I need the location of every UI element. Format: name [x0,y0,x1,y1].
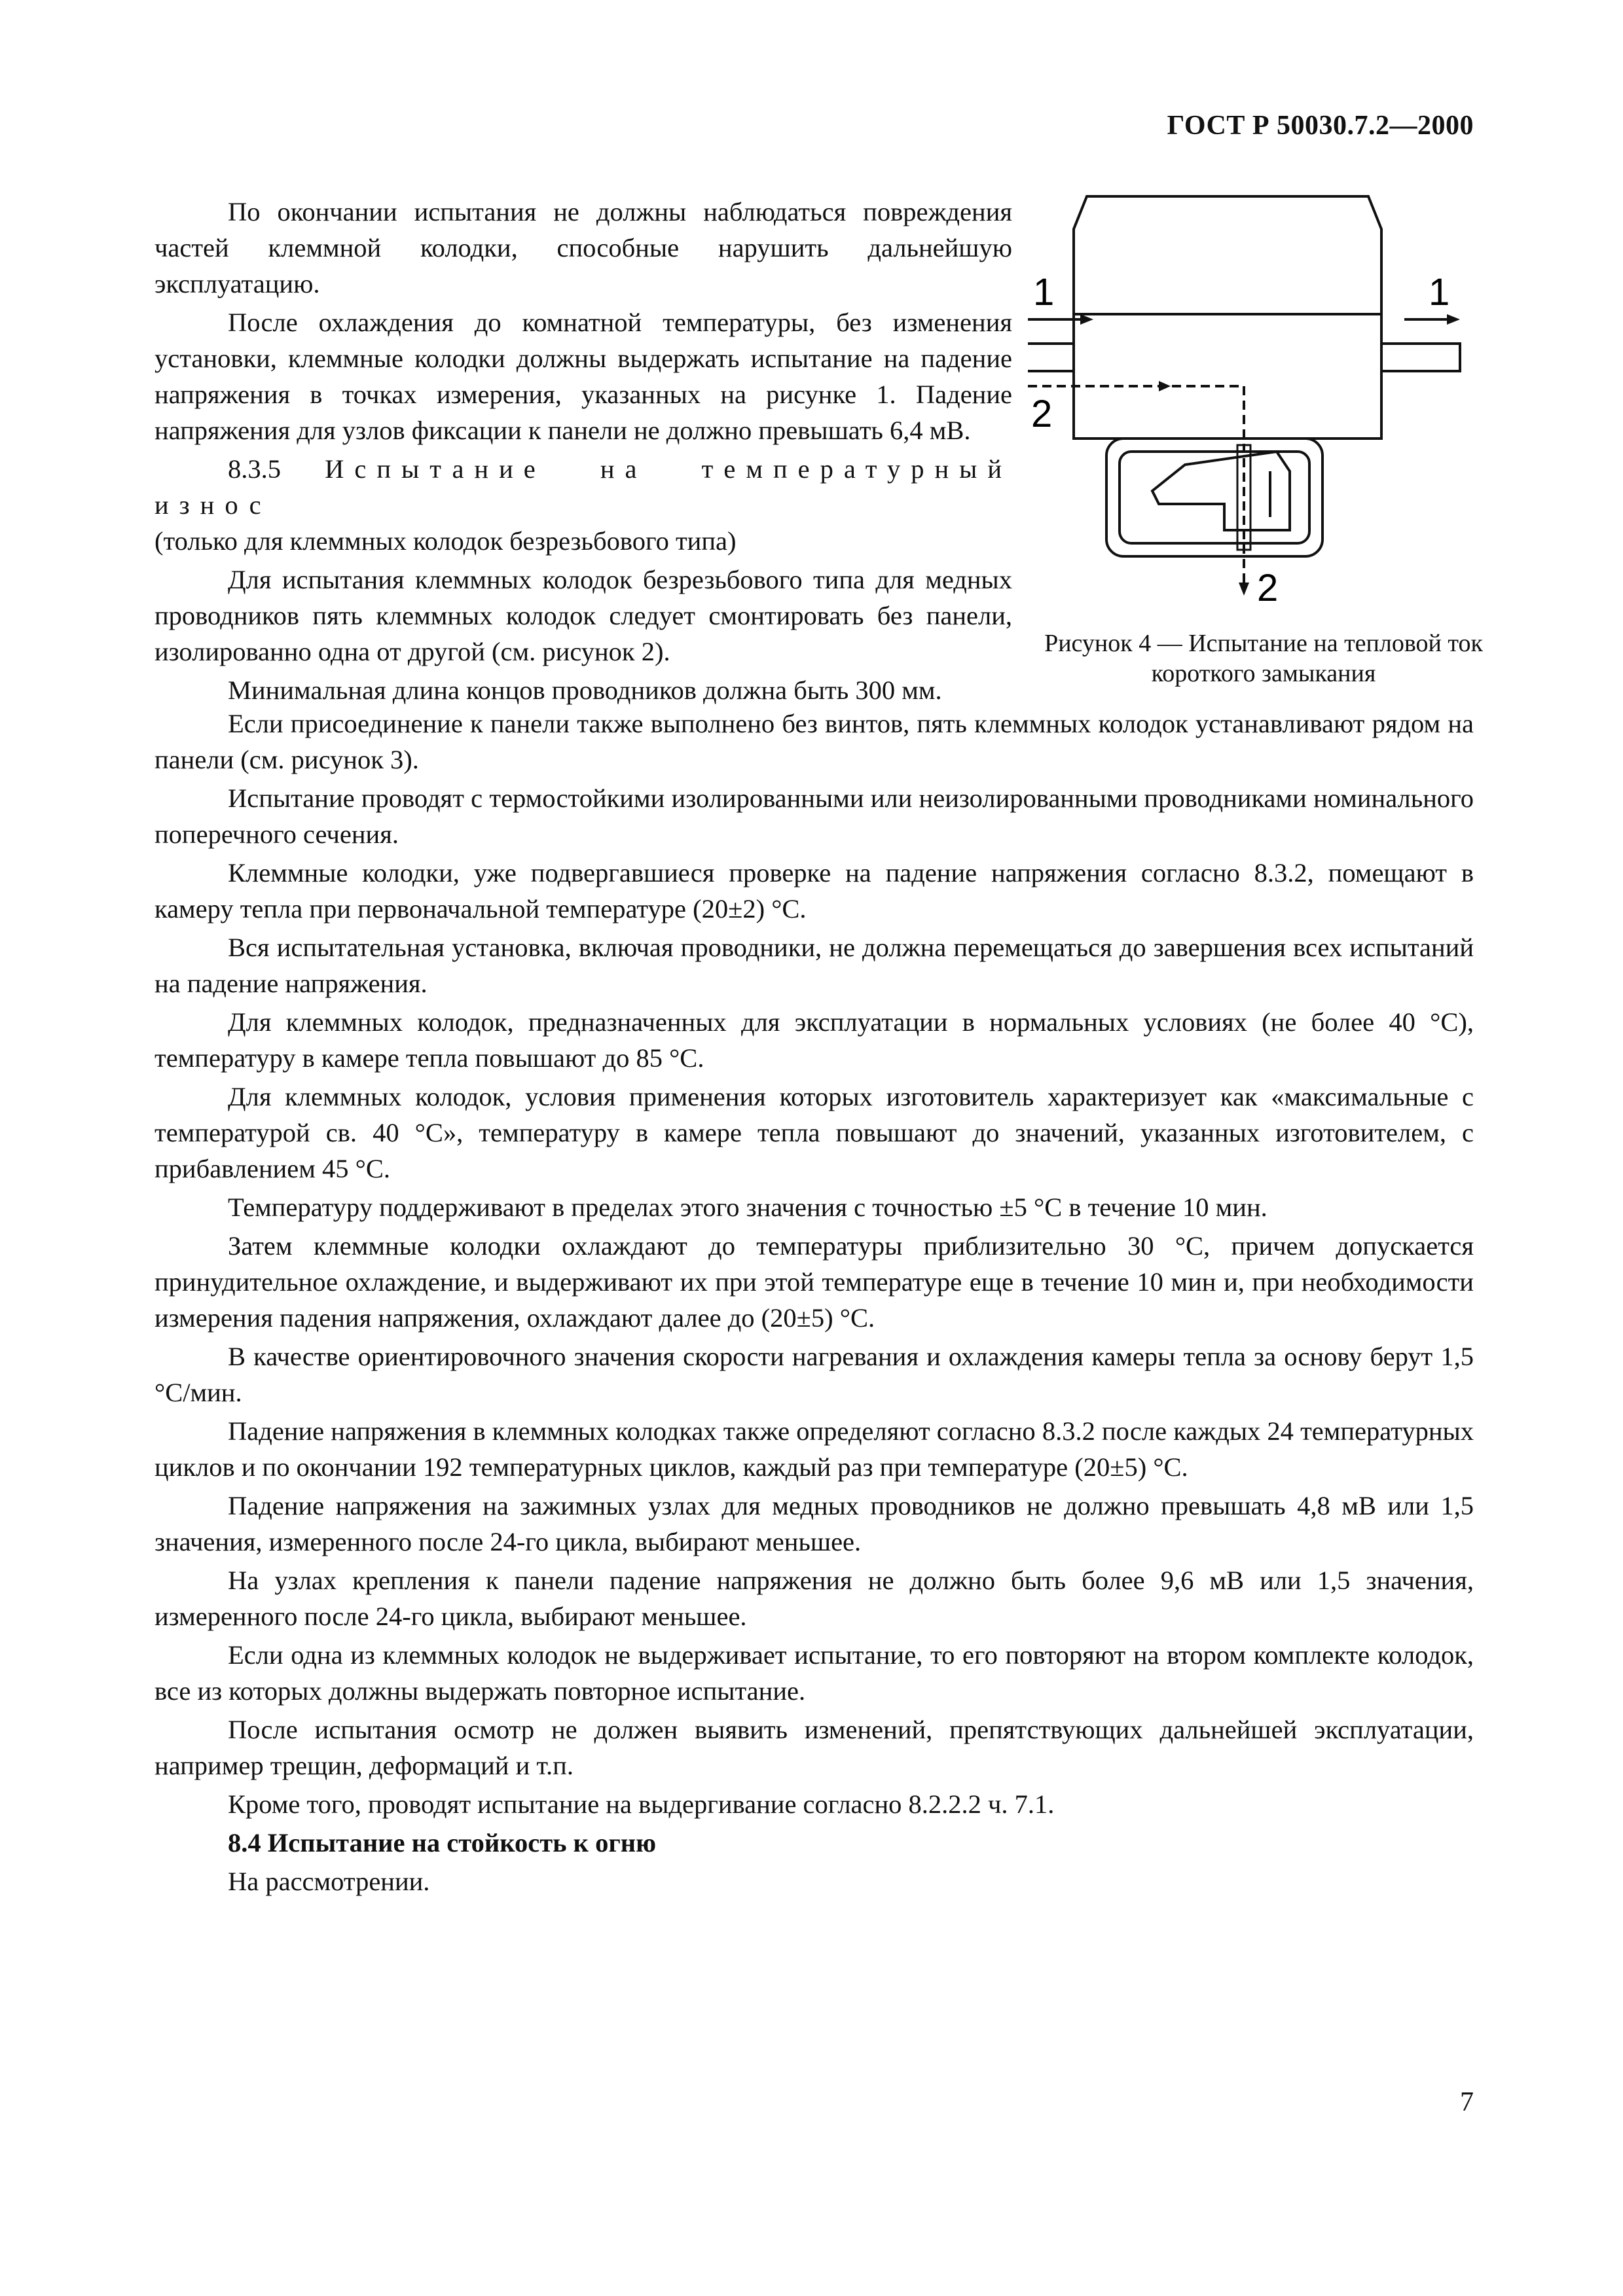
page-number: 7 [1460,2087,1474,2117]
paragraph: После испытания осмотр не должен выявить изменений, препятствующих дальнейшей эксплуатации, например трещин, деформаций и т.п. [155,1715,1474,1780]
section-84-heading: 8.4 Испытание на стойкость к огню [228,1828,657,1857]
document-header: ГОСТ Р 50030.7.2—2000 [1167,111,1474,141]
arrow-head-left-1 [1080,314,1093,325]
body-text-column [155,706,1474,1899]
paragraph: Если одна из клеммных колодок не выдерживает испытание, то его повторяют на втором комплекте колодок, все из которых должны выдержать повторное испытание. [155,1640,1474,1706]
paragraph: Клеммные колодки, уже подвергавшиеся проверке на падение напряжения согласно 8.3.2, помещают в камеру тепла при первоначальной температуре (20±2) °С. [155,858,1474,924]
paragraph: Вся испытательная установка, включая проводники, не должна перемещаться до завершения всех испытаний на падение напряжения. [155,933,1474,998]
label-1-right: 1 [1429,271,1450,314]
paragraph: На узлах крепления к панели падение напряжения не должно быть более 9,6 мВ или 1,5 значения, измеренного после 24-го цикла, выбирают меньшее. [155,1566,1474,1631]
section-number: 8.3.5 [228,454,281,484]
paragraph: На рассмотрении. [228,1867,430,1896]
label-2-bottom: 2 [1257,567,1279,609]
terminal-body [1074,196,1381,439]
label-2-left: 2 [1031,393,1053,435]
paragraph: Температуру поддерживают в пределах этого значения с точностью ±5 °С в течение 10 мин. [228,1193,1267,1222]
arrow-head-dashed-2 [1159,381,1171,391]
paragraph: Для испытания клеммных колодок безрезьбового типа для медных проводников пять клеммных колодок следует смонтировать без панели, изолированно одна от другой (см. рисунок 2). [155,565,1012,666]
paragraph: По окончании испытания не должны наблюдаться повреждения частей клеммной колодки, способные нарушить дальнейшую эксплуатацию. [155,197,1012,298]
paragraph: Затем клеммные колодки охлаждают до температуры приблизительно 30 °С, причем допускается принудительное охлаждение, и выдерживают их при этой температуре еще в течение 10 мин и, при необходимости измерения падения напряжения, охлаждают далее до (20±5) °С. [155,1231,1474,1333]
paragraph: Падение напряжения на зажимных узлах для медных проводников не должно превышать 4,8 мВ или 1,5 значения, измеренного после 24-го цикла, выбирают меньшее. [155,1491,1474,1556]
paragraph: В качестве ориентировочного значения скорости нагревания и охлаждения камеры тепла за основу берут 1,5 °С/мин. [155,1342,1474,1407]
paragraph: Минимальная длина концов проводников должна быть 300 мм. [228,675,942,705]
figure-caption: Рисунок 4 — Испытание на тепловой ток короткого замыкания [1044,630,1483,687]
top-text-column [155,194,1012,708]
figure-4-diagram [1028,177,1486,700]
paragraph: Для клеммных колодок, предназначенных для эксплуатации в нормальных условиях (не более 40 °С), температуру в камере тепла повышают до 85 °С. [155,1007,1474,1073]
section-subtitle: (только для клеммных колодок безрезьбового типа) [155,526,737,556]
label-1-left: 1 [1033,271,1055,314]
right-conductor [1381,344,1460,371]
section-title: Испытание на температурный износ [155,454,1013,520]
arrow-head-right-1 [1447,314,1460,325]
section-835-heading [155,451,1012,523]
paragraph: Испытание проводят с термостойкими изолированными или неизолированными проводниками номинального поперечного сечения. [155,783,1474,849]
paragraph: Для клеммных колодок, условия применения которых изготовитель характеризует как «максимальные с температурой св. 40 °С», температуру в камере тепла повышают до значений, указанных изготовителем, с прибавлением 45 °С. [155,1082,1474,1183]
paragraph: Кроме того, проводят испытание на выдергивание согласно 8.2.2.2 ч. 7.1. [228,1789,1055,1819]
paragraph: После охлаждения до комнатной температуры, без изменения установки, клеммные колодки должны выдержать испытание на падение напряжения в точках измерения, указанных на рисунке 1. Падение напряжения для узлов фиксации к панели не должно превышать 6,4 мВ. [155,308,1012,445]
paragraph: Падение напряжения в клеммных колодках также определяют согласно 8.3.2 после каждых 24 температурных циклов и по окончании 192 температурных циклов, каждый раз при температуре (20±5) °С. [155,1416,1474,1482]
arrow-head-down-2 [1239,583,1249,596]
paragraph: Если присоединение к панели также выполнено без винтов, пять клеммных колодок устанавливают рядом на панели (см. рисунок 3). [155,709,1474,774]
terminal-block-drawing [1028,177,1486,622]
left-conductor [1028,344,1074,371]
